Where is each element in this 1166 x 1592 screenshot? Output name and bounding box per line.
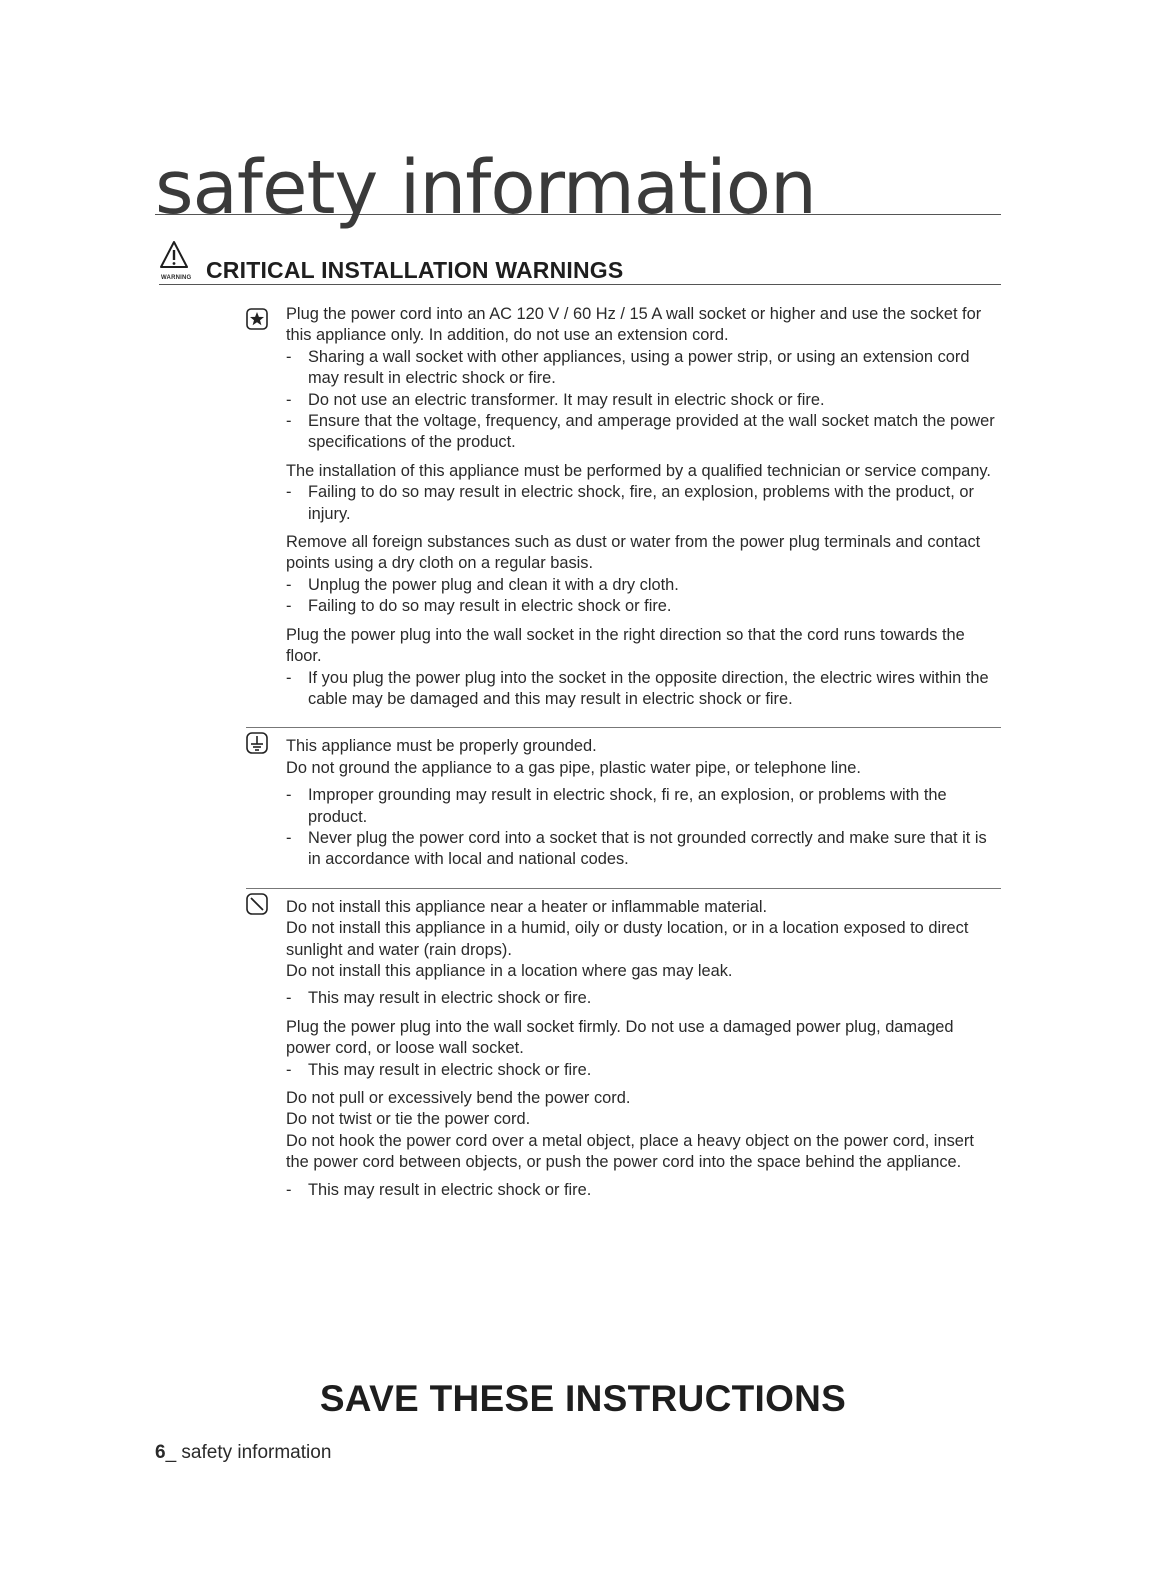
paragraph: Plug the power cord into an AC 120 V / 60 Hz / 15 A wall socket or higher and use the socket for this appliance only. In addition, do not use an extension cord. bbox=[286, 305, 982, 345]
paragraph: This appliance must be properly grounded. bbox=[286, 737, 597, 756]
bullet-list bbox=[286, 785, 1001, 871]
paragraph: Do not pull or excessively bend the power cord. bbox=[286, 1089, 631, 1107]
prohibited-icon bbox=[246, 893, 268, 915]
bullet-list bbox=[286, 482, 1001, 525]
bullet-list bbox=[286, 1060, 1001, 1081]
paragraph: Do not ground the appliance to a gas pipe, plastic water pipe, or telephone line. bbox=[286, 758, 861, 777]
warning-block-grounding bbox=[246, 727, 1001, 887]
page-footer bbox=[155, 1442, 331, 1464]
warning-blocks bbox=[246, 304, 1001, 1218]
bullet-list bbox=[286, 988, 1001, 1009]
warning-caption: WARNING bbox=[161, 275, 192, 281]
list-item: - Ensure that the voltage, frequency, and amperage provided at the wall socket match the power specifications of the product. bbox=[286, 411, 1001, 454]
warning-block-location bbox=[246, 888, 1001, 1218]
section-header bbox=[159, 240, 1001, 285]
section-title: CRITICAL INSTALLATION WARNINGS bbox=[206, 257, 624, 283]
page-number: 6 bbox=[155, 1442, 166, 1463]
list-item: - Failing to do so may result in electric shock or fire. bbox=[286, 596, 1001, 617]
paragraph: Plug the power plug into the wall socket firmly. Do not use a damaged power plug, damaged power cord, or loose wall socket. bbox=[286, 1017, 954, 1058]
paragraph: Do not install this appliance in a humid, oily or dusty location, or in a location exposed to direct sunlight and water (rain drops). bbox=[286, 919, 969, 959]
paragraph: Do not install this appliance in a location where gas may leak. bbox=[286, 961, 733, 980]
footer-label: _ safety information bbox=[165, 1442, 332, 1463]
paragraph: Do not install this appliance near a heater or inflammable material. bbox=[286, 897, 768, 916]
list-item: - Failing to do so may result in electric shock, fire, an explosion, problems with the product, or injury. bbox=[286, 482, 1001, 525]
paragraph: Do not twist or tie the power cord. bbox=[286, 1110, 531, 1129]
save-instructions-heading: SAVE THESE INSTRUCTIONS bbox=[319, 1378, 847, 1419]
page-title bbox=[155, 145, 1001, 231]
paragraph: Plug the power plug into the wall socket in the right direction so that the cord runs towards the floor. bbox=[286, 625, 965, 666]
warning-block-power bbox=[246, 304, 1001, 727]
bullet-list bbox=[286, 347, 1001, 454]
list-item: - Never plug the power cord into a socket that is not grounded correctly and make sure that it is in accordance with local and national codes. bbox=[286, 828, 1001, 871]
ground-icon bbox=[246, 732, 268, 754]
list-item: - Unplug the power plug and clean it with a dry cloth. bbox=[286, 575, 1001, 596]
paragraph: Do not hook the power cord over a metal object, place a heavy object on the power cord, insert the power cord between objects, or push the power cord into the space behind the appliance. bbox=[286, 1131, 974, 1172]
list-item: - If you plug the power plug into the socket in the opposite direction, the electric wires within the cable may be damaged and this may result in electric shock or fire. bbox=[286, 668, 1001, 711]
list-item: - This may result in electric shock or fire. bbox=[286, 1060, 1001, 1081]
star-icon bbox=[246, 308, 268, 330]
list-item: - Sharing a wall socket with other appliances, using a power strip, or using an extension cord may result in electric shock or fire. bbox=[286, 347, 1001, 390]
list-item: - This may result in electric shock or fire. bbox=[286, 1180, 1001, 1201]
warning-icon bbox=[159, 240, 197, 282]
bullet-list bbox=[286, 575, 1001, 618]
bullet-list bbox=[286, 1180, 1001, 1201]
paragraph: Remove all foreign substances such as dust or water from the power plug terminals and contact points using a dry cloth on a regular basis. bbox=[286, 533, 981, 573]
paragraph: The installation of this appliance must be performed by a qualified technician or service company. bbox=[286, 461, 991, 480]
list-item: - Improper grounding may result in electric shock, fi re, an explosion, or problems with the product. bbox=[286, 785, 1001, 828]
list-item: - Do not use an electric transformer. It may result in electric shock or fire. bbox=[286, 390, 1001, 411]
bullet-list bbox=[286, 668, 1001, 711]
page-title-text: safety information bbox=[155, 145, 816, 231]
list-item: - This may result in electric shock or fire. bbox=[286, 988, 1001, 1009]
